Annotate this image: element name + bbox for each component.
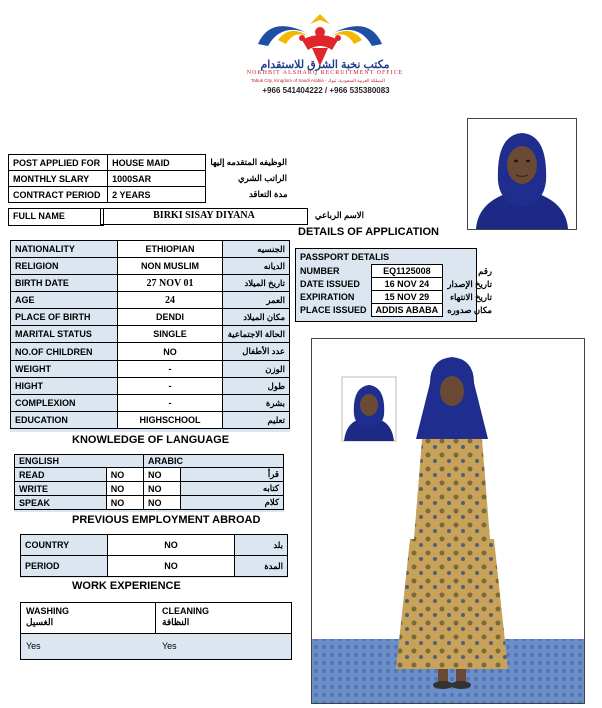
row-value: ADDIS ABABA: [371, 304, 443, 317]
row-ar: مكان صدوره: [447, 304, 492, 315]
table-row: [11, 275, 290, 292]
table-row: [15, 496, 284, 510]
washing-value: Yes: [26, 641, 41, 651]
row-label: SPEAK: [15, 496, 107, 510]
row-label: READ: [15, 468, 107, 482]
salary-label: MONTHLY SLARY: [9, 171, 108, 187]
employment-table: [20, 534, 288, 577]
washing-ar: الغسيل: [26, 617, 54, 627]
english-value: NO: [106, 482, 143, 496]
row-ar: مكان الميلاد: [223, 309, 290, 326]
table-row: [11, 326, 290, 343]
post-value: HOUSE MAID: [108, 155, 206, 171]
contract-label: CONTRACT PERIOD: [9, 187, 108, 203]
row-value: 24: [118, 292, 223, 309]
row-value: HIGHSCHOOL: [118, 412, 223, 429]
row-label: AGE: [11, 292, 118, 309]
table-row: [11, 309, 290, 326]
work-table: [20, 602, 292, 660]
row-ar: المدة: [235, 556, 288, 577]
row-label: DATE ISSUED: [300, 279, 360, 289]
table-row: [9, 171, 292, 187]
table-row: [11, 361, 290, 378]
passport-title: PASSPORT DETALIS: [300, 252, 390, 262]
row-ar: الحالة الاجتماعية: [223, 326, 290, 343]
table-row: [11, 258, 290, 275]
row-value: EQ1125008: [371, 265, 443, 278]
row-value: NON MUSLIM: [118, 258, 223, 275]
row-label: NO.OF CHILDREN: [11, 343, 118, 361]
office-name-ar: مكتب نخبة الشرق للاستقدام: [260, 59, 390, 71]
row-value: 15 NOV 29: [371, 291, 443, 304]
row-value: -: [118, 395, 223, 412]
post-ar: الوظيفه المتقدمه إليها: [210, 157, 287, 167]
table-row: [296, 278, 496, 291]
row-value: ETHIOPIAN: [118, 241, 223, 258]
table-row: [296, 265, 496, 278]
row-ar: الجنسيه: [223, 241, 290, 258]
cleaning-ar: النظافة: [162, 617, 190, 627]
arabic-value: NO: [144, 496, 181, 510]
row-value: 27 NOV 01: [118, 275, 223, 292]
full-body-photo: [311, 338, 585, 704]
office-name-en: NOKHBIT ALSHARQ RECRUITMENT OFFICE: [246, 70, 404, 76]
english-value: NO: [106, 468, 143, 482]
row-ar: الوزن: [223, 361, 290, 378]
row-label: PERIOD: [21, 556, 108, 577]
row-label: COMPLEXION: [11, 395, 118, 412]
post-table: [8, 154, 292, 203]
row-ar: تعليم: [223, 412, 290, 429]
header-english: ENGLISH: [15, 455, 144, 468]
row-ar: قرأ: [181, 468, 284, 482]
row-value: DENDI: [118, 309, 223, 326]
row-label: BIRTH DATE: [11, 275, 118, 292]
table-row: [296, 304, 496, 317]
contract-value: 2 YEARS: [108, 187, 206, 203]
row-label: NATIONALITY: [11, 241, 118, 258]
full-name-ar: الاسم الرباعي: [314, 210, 364, 220]
english-value: NO: [106, 496, 143, 510]
table-row: [11, 292, 290, 309]
work-title: WORK EXPERIENCE: [72, 580, 181, 592]
office-address: Tabuk City, Kingdom of Saudi Arabia - المملكة العربية السعودية، تبوك: [251, 78, 385, 83]
row-ar: كلام: [181, 496, 284, 510]
row-ar: عدد الأطفال: [223, 343, 290, 361]
row-ar: العمر: [223, 292, 290, 309]
row-ar: رقم: [478, 265, 492, 276]
row-label: COUNTRY: [21, 535, 108, 556]
employment-title: PREVIOUS EMPLOYMENT ABROAD: [72, 514, 261, 526]
row-ar: طول: [223, 378, 290, 395]
header-arabic: ARABIC: [144, 455, 284, 468]
row-label: EXPIRATION: [300, 292, 355, 302]
row-ar: بلد: [235, 535, 288, 556]
row-ar: تاريخ الانتهاء: [450, 291, 492, 302]
row-value: 16 NOV 24: [371, 278, 443, 291]
salary-value: 1000SAR: [108, 171, 206, 187]
row-label: WRITE: [15, 482, 107, 496]
row-value: SINGLE: [118, 326, 223, 343]
passport-photo: [467, 118, 577, 230]
cleaning-value: Yes: [162, 641, 177, 651]
row-label: HIGHT: [11, 378, 118, 395]
row-label: EDUCATION: [11, 412, 118, 429]
row-value: NO: [108, 556, 235, 577]
row-label: WEIGHT: [11, 361, 118, 378]
table-row: [11, 241, 290, 258]
full-name-label: FULL NAME: [8, 208, 104, 226]
row-label: NUMBER: [300, 266, 340, 276]
row-ar: بشرة: [223, 395, 290, 412]
personal-table: [10, 240, 290, 429]
row-ar: تاريخ الميلاد: [223, 275, 290, 292]
table-row: [11, 378, 290, 395]
cleaning-label: CLEANING: [162, 606, 209, 616]
language-title: KNOWLEDGE OF LANGUAGE: [72, 434, 230, 446]
row-label: RELIGION: [11, 258, 118, 275]
post-label: POST APPLIED FOR: [9, 155, 108, 171]
washing-label: WASHING: [26, 606, 70, 616]
table-row: [15, 455, 284, 468]
table-row: [9, 155, 292, 171]
row-label: MARITAL STATUS: [11, 326, 118, 343]
row-label: PLACE OF BIRTH: [11, 309, 118, 326]
contract-ar: مدة التعاقد: [248, 189, 288, 199]
table-row: [9, 187, 292, 203]
table-row: [21, 556, 288, 577]
table-row: [15, 468, 284, 482]
arabic-value: NO: [144, 482, 181, 496]
table-row: [11, 412, 290, 429]
table-row: [11, 343, 290, 361]
table-row: [21, 535, 288, 556]
row-ar: الديانه: [223, 258, 290, 275]
passport-table: [296, 264, 496, 317]
full-name-value: BIRKI SISAY DIYANA: [100, 208, 308, 225]
language-table: [14, 454, 284, 510]
table-row: [296, 291, 496, 304]
table-row: [11, 395, 290, 412]
row-value: NO: [118, 343, 223, 361]
details-title: DETAILS OF APPLICATION: [298, 226, 439, 238]
table-row: [15, 482, 284, 496]
salary-ar: الراتب الشري: [238, 173, 287, 183]
row-ar: تاريخ الإصدار: [447, 278, 492, 289]
row-value: -: [118, 361, 223, 378]
row-label: PLACE ISSUED: [300, 305, 367, 315]
office-phones: +966 541404222 / +966 535380083: [262, 86, 390, 95]
row-ar: كتابه: [181, 482, 284, 496]
row-value: NO: [108, 535, 235, 556]
arabic-value: NO: [144, 468, 181, 482]
row-value: -: [118, 378, 223, 395]
